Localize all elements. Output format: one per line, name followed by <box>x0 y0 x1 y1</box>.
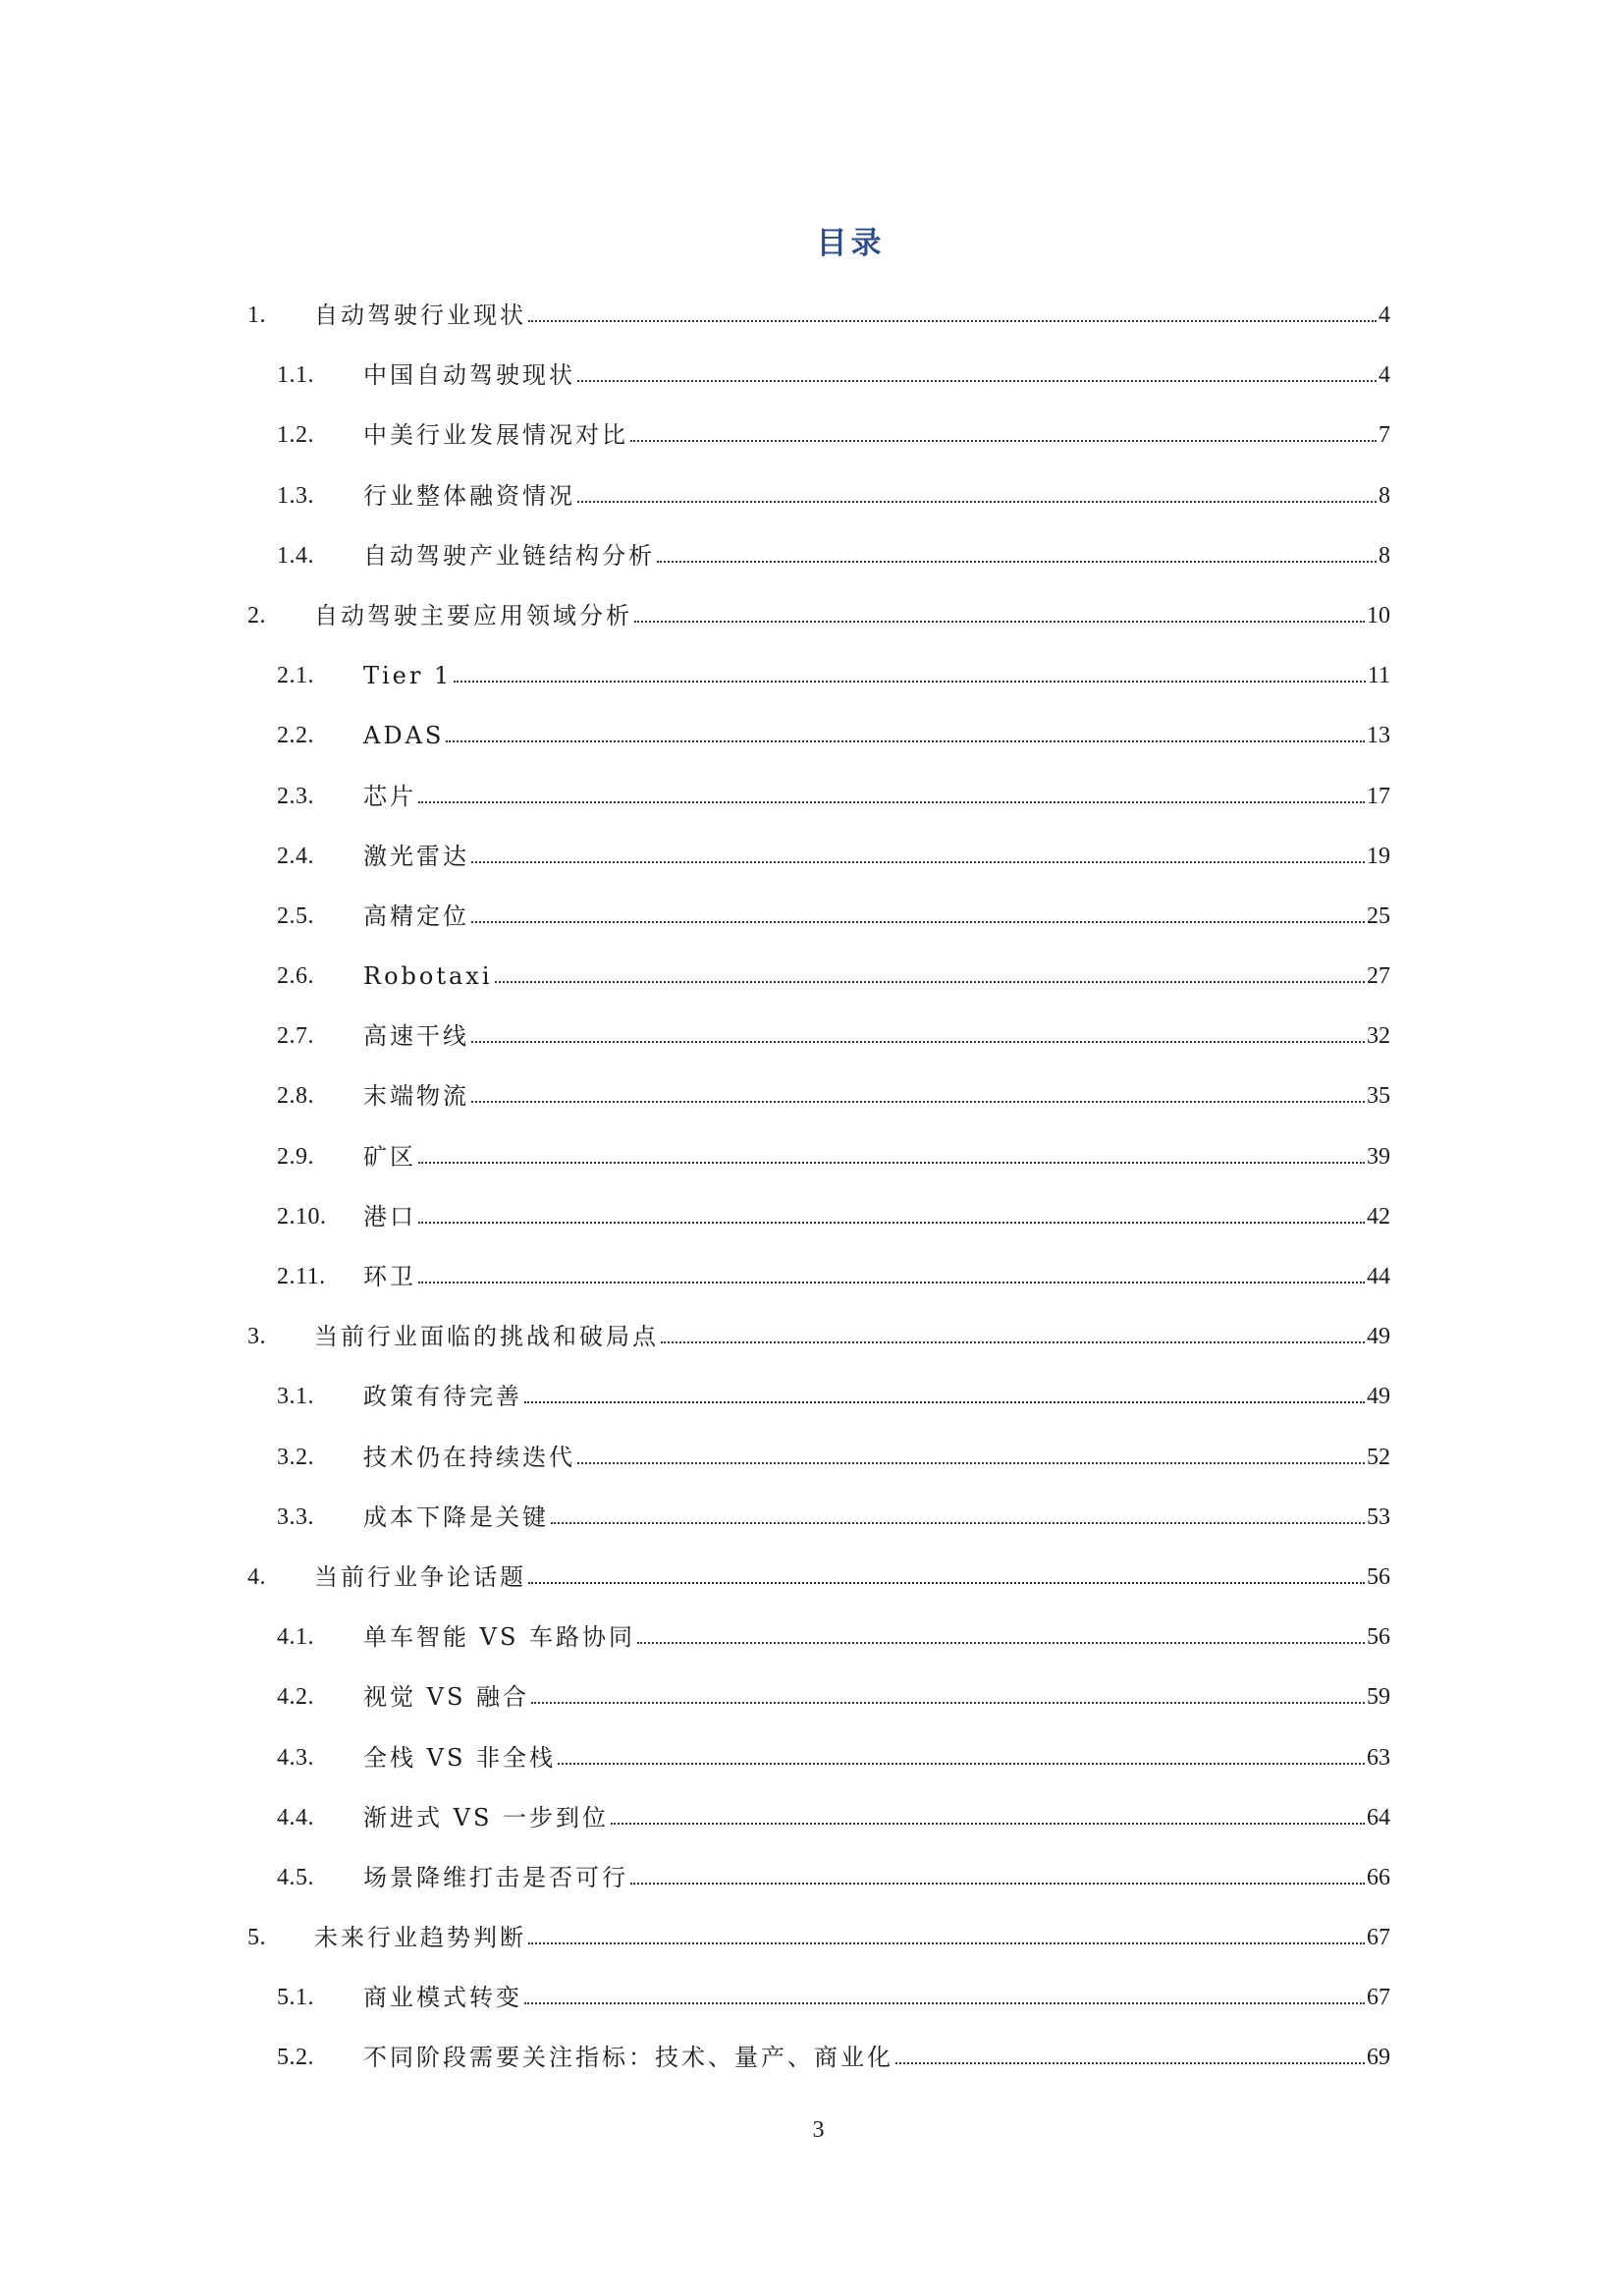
toc-section-entry[interactable] <box>247 360 1390 420</box>
toc-section-entry[interactable] <box>247 1443 1390 1503</box>
toc-entry-title: 当前行业面临的挑战和破局点 <box>314 1323 659 1351</box>
dot-leader <box>528 1923 1365 1944</box>
toc-entry-title: 环卫 <box>363 1263 416 1290</box>
toc-section-entry[interactable] <box>247 961 1390 1021</box>
toc-entry-title: 商业模式转变 <box>363 1984 522 2012</box>
toc-entry-number: 2.4. <box>277 843 314 869</box>
toc-entry-title: 中国自动驾驶现状 <box>363 361 575 390</box>
toc-entry-number: 2.1. <box>277 663 314 689</box>
toc-entry-title: 自动驾驶主要应用领域分析 <box>314 601 632 629</box>
toc-section-entry[interactable] <box>247 1021 1390 1081</box>
toc-section-entry[interactable] <box>247 1622 1390 1682</box>
dot-leader <box>471 1021 1365 1043</box>
toc-section-entry[interactable] <box>247 481 1390 541</box>
toc-section-entry[interactable] <box>247 842 1390 902</box>
toc-entry-title: 自动驾驶产业链结构分析 <box>363 541 655 570</box>
dot-leader <box>418 782 1365 803</box>
toc-entry-title: 港口 <box>363 1202 416 1230</box>
toc-entry-number: 3. <box>247 1324 266 1350</box>
toc-entry-number: 2.6. <box>277 963 314 990</box>
toc-entry-number: 2.11. <box>277 1264 326 1289</box>
table-of-contents <box>247 301 1390 2104</box>
toc-section-entry[interactable] <box>247 420 1390 480</box>
toc-section-entry[interactable] <box>247 1863 1390 1923</box>
toc-entry-title: 单车智能 VS 车路协同 <box>363 1623 636 1652</box>
page-number: 3 <box>812 2117 825 2143</box>
toc-entry-number: 2.3. <box>277 783 314 809</box>
toc-title: 目录 <box>816 226 886 261</box>
toc-entry-number: 5. <box>247 1925 266 1951</box>
toc-entry-number: 4.2. <box>277 1684 314 1711</box>
dot-leader <box>630 1863 1365 1885</box>
toc-entry-number: 3.2. <box>277 1444 314 1470</box>
toc-entry-page: 32 <box>1367 1023 1390 1050</box>
toc-entry-page: 59 <box>1367 1684 1390 1711</box>
toc-entry-page: 13 <box>1367 723 1390 749</box>
toc-chapter-entry[interactable] <box>247 601 1390 661</box>
dot-leader <box>531 1682 1365 1704</box>
toc-entry-page: 69 <box>1367 2045 1390 2071</box>
dot-leader <box>577 360 1377 382</box>
toc-entry-title: 中美行业发展情况对比 <box>363 421 628 450</box>
toc-entry-page: 56 <box>1367 1624 1390 1651</box>
toc-entry-number: 2.7. <box>277 1023 314 1050</box>
dot-leader <box>446 721 1365 742</box>
toc-entry-number: 3.3. <box>277 1503 314 1530</box>
toc-entry-number: 1.2. <box>277 422 314 449</box>
dot-leader <box>634 601 1365 623</box>
toc-entry-title: 高速干线 <box>363 1022 469 1051</box>
toc-entry-title: 视觉 VS 融合 <box>363 1683 530 1712</box>
toc-section-entry[interactable] <box>247 661 1390 721</box>
toc-entry-title: 渐进式 VS 一步到位 <box>363 1803 610 1831</box>
toc-entry-title: ADAS <box>363 722 445 750</box>
toc-section-entry[interactable] <box>247 2043 1390 2103</box>
toc-section-entry[interactable] <box>247 782 1390 842</box>
toc-entry-page: 27 <box>1367 963 1390 990</box>
toc-entry-title: 成本下降是关键 <box>363 1503 549 1531</box>
toc-entry-page: 8 <box>1379 542 1390 569</box>
toc-entry-page: 8 <box>1379 482 1390 509</box>
toc-section-entry[interactable] <box>247 1202 1390 1262</box>
toc-entry-number: 4. <box>247 1563 266 1590</box>
toc-chapter-entry[interactable] <box>247 1562 1390 1622</box>
toc-entry-number: 2.8. <box>277 1083 314 1110</box>
toc-entry-number: 3.1. <box>277 1384 314 1410</box>
toc-section-entry[interactable] <box>247 541 1390 601</box>
toc-entry-number: 4.3. <box>277 1744 314 1771</box>
toc-entry-title: Tier 1 <box>363 662 453 690</box>
toc-entry-page: 67 <box>1367 1925 1390 1951</box>
toc-entry-title: 激光雷达 <box>363 842 469 870</box>
toc-entry-title: 行业整体融资情况 <box>363 481 575 510</box>
toc-section-entry[interactable] <box>247 1142 1390 1202</box>
toc-chapter-entry[interactable] <box>247 1322 1390 1382</box>
toc-entry-number: 1.3. <box>277 482 314 509</box>
toc-entry-page: 49 <box>1367 1384 1390 1410</box>
dot-leader <box>661 1322 1365 1343</box>
toc-entry-number: 1.4. <box>277 542 314 569</box>
toc-entry-title: Robotaxi <box>363 962 493 991</box>
dot-leader <box>524 1983 1365 2004</box>
toc-entry-number: 2.9. <box>277 1143 314 1170</box>
toc-entry-title: 场景降维打击是否可行 <box>363 1863 628 1891</box>
toc-entry-page: 17 <box>1367 783 1390 809</box>
toc-entry-page: 42 <box>1367 1203 1390 1230</box>
toc-section-entry[interactable] <box>247 1503 1390 1562</box>
toc-entry-page: 25 <box>1367 902 1390 929</box>
dot-leader <box>524 1382 1365 1403</box>
toc-entry-title: 芯片 <box>363 782 416 810</box>
dot-leader <box>418 1142 1365 1164</box>
toc-entry-title: 当前行业争论话题 <box>314 1562 526 1591</box>
dot-leader <box>471 842 1365 863</box>
toc-section-entry[interactable] <box>247 1081 1390 1141</box>
toc-entry-page: 63 <box>1367 1744 1390 1771</box>
toc-section-entry[interactable] <box>247 1803 1390 1863</box>
dot-leader <box>454 661 1366 683</box>
dot-leader <box>637 1622 1365 1644</box>
dot-leader <box>418 1202 1365 1224</box>
toc-entry-page: 11 <box>1367 663 1390 689</box>
toc-entry-page: 35 <box>1367 1083 1390 1110</box>
toc-entry-number: 1. <box>247 302 266 328</box>
toc-section-entry[interactable] <box>247 1682 1390 1742</box>
toc-entry-page: 10 <box>1367 602 1390 629</box>
toc-entry-page: 19 <box>1367 843 1390 869</box>
dot-leader <box>630 420 1377 442</box>
toc-entry-number: 1.1. <box>277 362 314 389</box>
toc-entry-page: 49 <box>1367 1324 1390 1350</box>
toc-entry-title: 高精定位 <box>363 902 469 930</box>
toc-entry-page: 44 <box>1367 1264 1390 1289</box>
dot-leader <box>551 1503 1365 1524</box>
toc-entry-title: 自动驾驶行业现状 <box>314 301 526 329</box>
toc-entry-page: 53 <box>1367 1503 1390 1530</box>
toc-entry-number: 2.2. <box>277 723 314 749</box>
toc-entry-number: 2.5. <box>277 902 314 929</box>
toc-entry-page: 67 <box>1367 1985 1390 2011</box>
dot-leader <box>471 902 1365 923</box>
toc-entry-page: 56 <box>1367 1563 1390 1590</box>
toc-entry-number: 2.10. <box>277 1203 327 1230</box>
toc-section-entry[interactable] <box>247 1743 1390 1803</box>
toc-entry-number: 5.2. <box>277 2045 314 2071</box>
toc-section-entry[interactable] <box>247 721 1390 781</box>
toc-entry-number: 5.1. <box>277 1985 314 2011</box>
toc-section-entry[interactable] <box>247 1382 1390 1442</box>
toc-entry-number: 2. <box>247 602 266 629</box>
dot-leader <box>528 1562 1365 1584</box>
toc-entry-title: 未来行业趋势判断 <box>314 1924 526 1952</box>
toc-entry-number: 4.5. <box>277 1864 314 1890</box>
dot-leader <box>577 1443 1365 1464</box>
toc-section-entry[interactable] <box>247 1262 1390 1322</box>
dot-leader <box>895 2043 1365 2064</box>
dot-leader <box>558 1743 1365 1765</box>
toc-entry-page: 52 <box>1367 1444 1390 1470</box>
dot-leader <box>611 1803 1365 1825</box>
dot-leader <box>657 541 1377 563</box>
toc-entry-title: 政策有待完善 <box>363 1383 522 1411</box>
dot-leader <box>577 481 1377 503</box>
toc-section-entry[interactable] <box>247 1983 1390 2043</box>
toc-entry-page: 4 <box>1379 362 1390 389</box>
toc-entry-number: 4.1. <box>277 1624 314 1651</box>
toc-entry-title: 全栈 VS 非全栈 <box>363 1743 557 1772</box>
dot-leader <box>418 1262 1365 1284</box>
toc-entry-page: 39 <box>1367 1143 1390 1170</box>
dot-leader <box>495 961 1366 983</box>
dot-leader <box>528 301 1377 322</box>
toc-entry-title: 矿区 <box>363 1142 416 1171</box>
toc-entry-number: 4.4. <box>277 1804 314 1831</box>
toc-entry-title: 技术仍在持续迭代 <box>363 1443 575 1471</box>
toc-entry-page: 66 <box>1367 1864 1390 1890</box>
toc-entry-title: 末端物流 <box>363 1082 469 1111</box>
toc-section-entry[interactable] <box>247 902 1390 961</box>
toc-entry-page: 7 <box>1379 422 1390 449</box>
toc-entry-title: 不同阶段需要关注指标：技术、量产、商业化 <box>363 2044 893 2072</box>
toc-chapter-entry[interactable] <box>247 1923 1390 1983</box>
toc-entry-page: 4 <box>1379 302 1390 328</box>
toc-chapter-entry[interactable] <box>247 301 1390 360</box>
dot-leader <box>471 1081 1365 1103</box>
toc-entry-page: 64 <box>1367 1804 1390 1831</box>
